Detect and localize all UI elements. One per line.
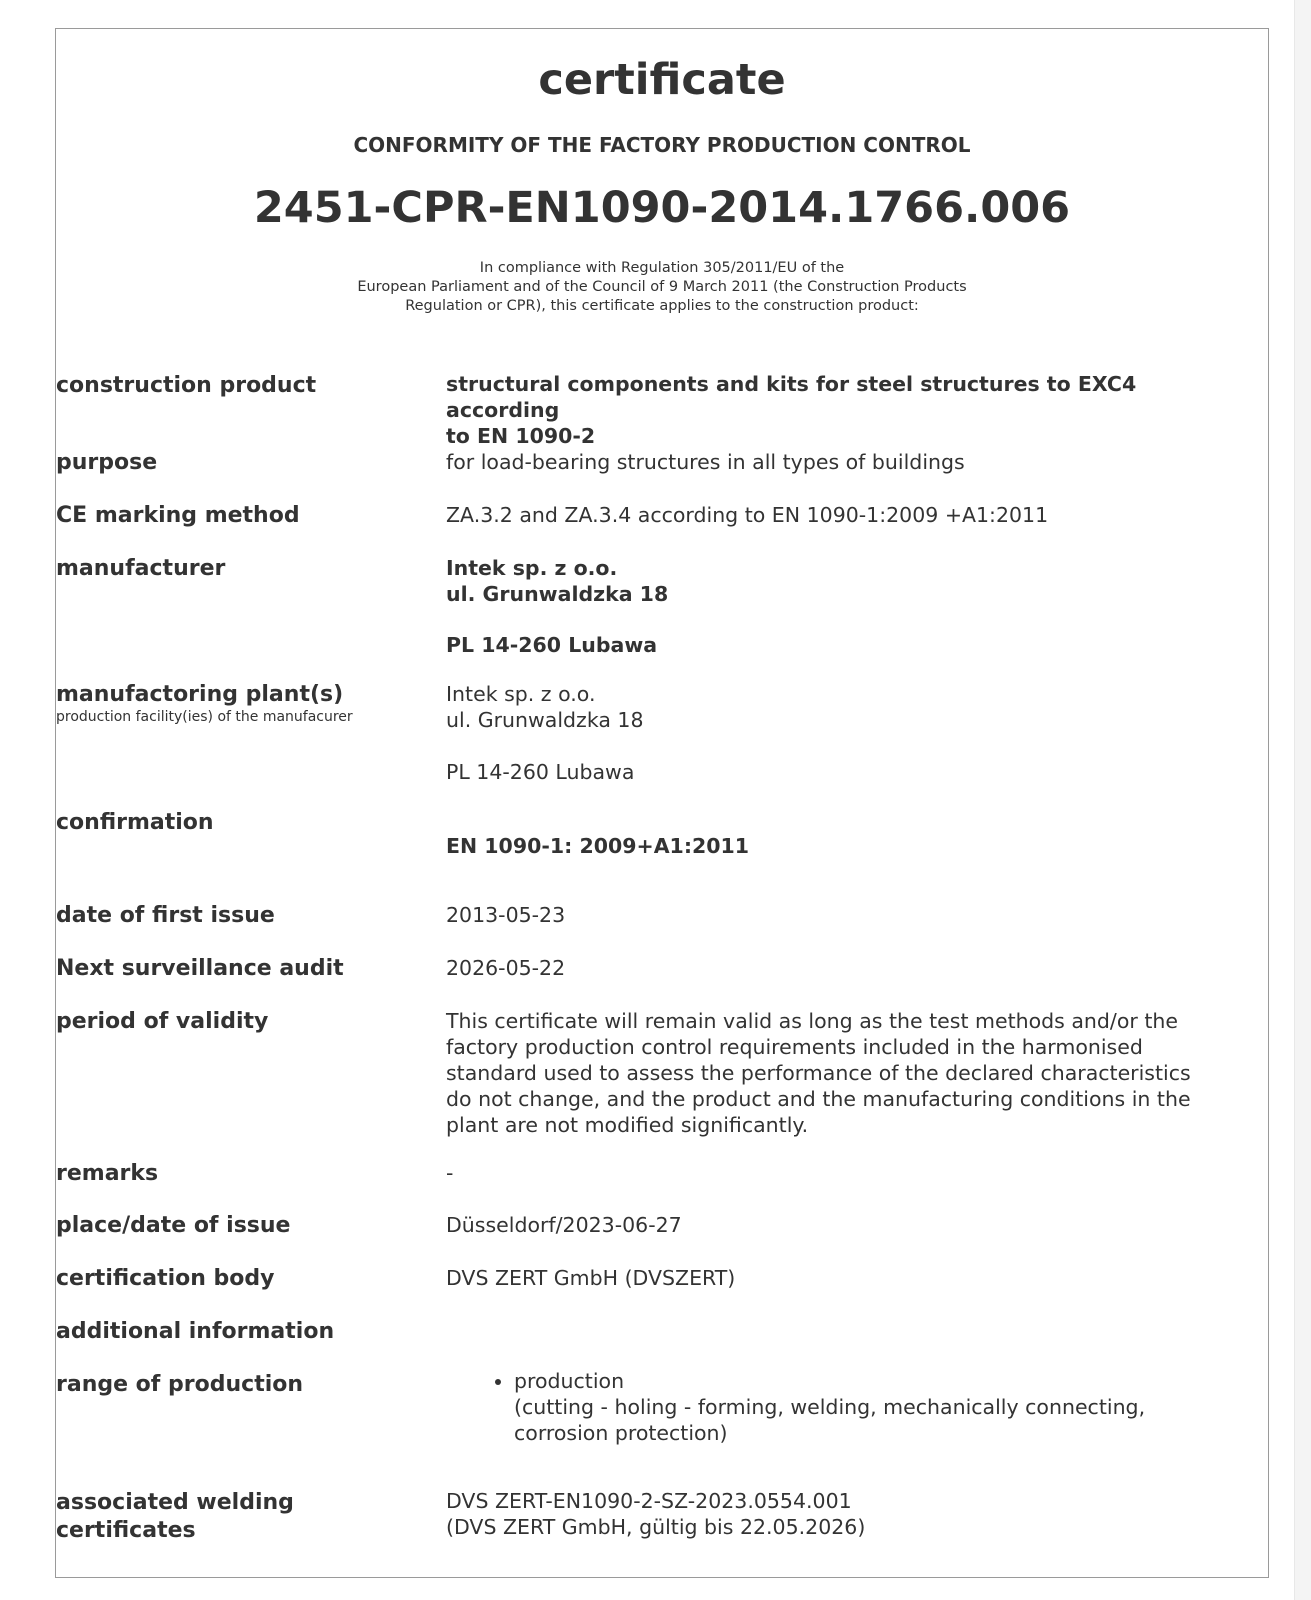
label-ce-marking: CE marking method [56,503,300,528]
range-list [446,1368,1254,1446]
page-scrollbar-track [1294,0,1311,1600]
intro-line: In compliance with Regulation 305/2011/EU of the [479,260,845,276]
label-purpose: purpose [56,450,158,475]
label-range: range of production [56,1372,304,1397]
range-item-line: corrosion protection) [514,1421,728,1445]
list-item [514,1368,1254,1446]
value-range [446,1368,1254,1446]
certificate-number: 2451-CPR-EN1090-2014.1766.006 [253,183,1071,233]
validity-line: factory production control requirements included in the harmonised [446,1035,1143,1059]
label-manufacturing-plant-sub: production facility(ies) of the manufacurer [56,709,353,725]
value-manufacturer [446,555,1254,658]
label-manufacturing-plant-text: manufactoring plant(s) [56,682,344,707]
label-next-audit: Next surveillance audit [56,956,344,981]
validity-line: do not change, and the product and the manufacturing conditions in the [446,1087,1191,1111]
value-manufacturing-plant [446,681,1254,785]
label-cert-body: certification body [56,1266,275,1291]
welding-line: DVS ZERT-EN1090-2-SZ-2023.0554.001 [446,1489,852,1513]
label-validity: period of validity [56,1009,269,1034]
manufacturer-name: Intek sp. z o.o. [446,556,618,580]
value-ce-marking: ZA.3.2 and ZA.3.4 according to EN 1090-1:2009 +A1:2011 [446,503,1049,527]
label-welding [56,1489,436,1545]
validity-line: plant are not modified significantly. [446,1113,809,1137]
value-cert-body: DVS ZERT GmbH (DVSZERT) [446,1266,736,1290]
plant-street: ul. Grunwaldzka 18 [446,708,644,732]
label-confirmation: confirmation [56,810,214,835]
value-validity [446,1008,1254,1138]
value-first-issue: 2013-05-23 [446,903,566,927]
value-line: to EN 1090-2 [446,424,596,448]
label-manufacturer: manufacturer [56,556,226,581]
intro-line: Regulation or CPR), this certificate applies to the construction product: [405,298,919,314]
value-construction-product [446,371,1254,449]
certificate-subtitle: CONFORMITY OF THE FACTORY PRODUCTION CONTROL [353,133,971,157]
value-line: structural components and kits for steel structures to EXC4 according [446,372,1137,422]
plant-name: Intek sp. z o.o. [446,682,596,706]
label-welding-line: certificates [56,1518,196,1543]
value-welding [446,1488,1254,1540]
value-confirmation: EN 1090-1: 2009+A1:2011 [446,834,750,858]
intro-line: European Parliament and of the Council of 9 March 2011 (the Construction Products [357,279,967,295]
value-next-audit: 2026-05-22 [446,956,566,980]
certificate-title: certificate [538,55,786,105]
value-purpose: for load-bearing structures in all types of buildings [446,450,965,474]
range-item-line: (cutting - holing - forming, welding, mechanically connecting, [514,1395,1146,1419]
value-remarks: - [446,1161,454,1185]
label-manufacturing-plant [56,681,436,725]
label-place-date: place/date of issue [56,1213,291,1238]
manufacturer-city: PL 14-260 Lubawa [446,633,658,657]
range-item-title: • production [514,1369,625,1393]
label-remarks: remarks [56,1161,159,1186]
label-welding-line: associated welding [56,1490,294,1515]
label-construction-product: construction product [56,373,317,398]
label-additional-info: additional information [56,1319,335,1344]
plant-city: PL 14-260 Lubawa [446,760,635,784]
label-first-issue: date of first issue [56,903,275,928]
value-place-date: Düsseldorf/2023-06-27 [446,1213,682,1237]
welding-line: (DVS ZERT GmbH, gültig bis 22.05.2026) [446,1515,866,1539]
validity-line: standard used to assess the performance of the declared characteristics [446,1061,1191,1085]
validity-line: This certificate will remain valid as long as the test methods and/or the [446,1009,1178,1033]
certificate-document [55,28,1269,1578]
compliance-intro [56,259,1268,316]
manufacturer-street: ul. Grunwaldzka 18 [446,582,669,606]
